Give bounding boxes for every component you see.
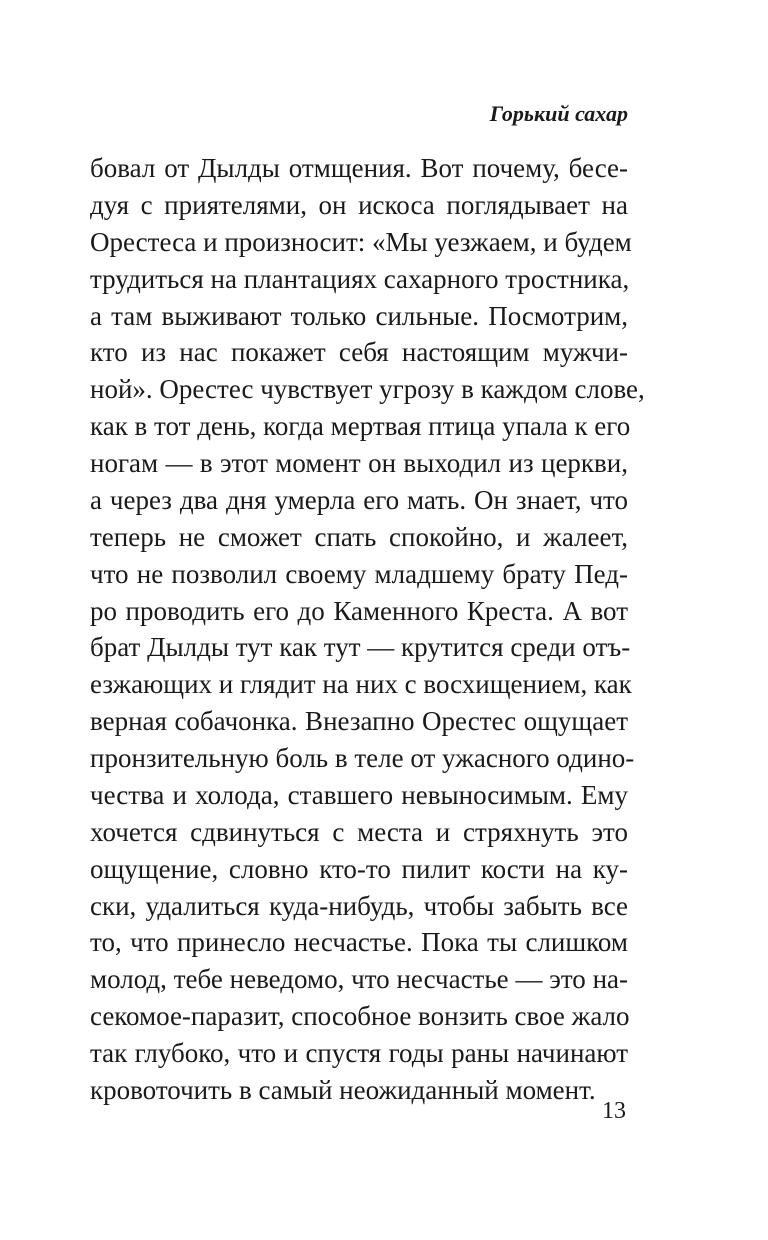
text-line: дуя с приятелями, он искоса поглядывает на bbox=[90, 189, 628, 220]
text-line: пронзительную боль в теле от ужасного одино- bbox=[90, 743, 635, 773]
text-line: что не позволил своему младшему брату Пед- bbox=[90, 558, 628, 589]
text-line: бовал от Дылды отмщения. Вот почему, бесе- bbox=[90, 153, 628, 183]
text-line: трудиться на плантациях сахарного тростника, bbox=[90, 263, 630, 294]
text-line: а через два дня умерла его мать. Он знает, что bbox=[90, 484, 628, 515]
body-text bbox=[90, 150, 645, 1109]
text-line: теперь не сможет спать спокойно, и жалеет, bbox=[90, 521, 628, 552]
text-line: верная собачонка. Внезапно Орестес ощущает bbox=[90, 706, 628, 737]
text-line: брат Дылды тут как тут — крутится среди отъ- bbox=[90, 632, 631, 663]
text-line: так глубоко, что и спустя годы раны начинают bbox=[90, 1038, 628, 1068]
text-line: ро проводить его до Каменного Креста. А вот bbox=[90, 595, 628, 626]
text-line: как в тот день, когда мертвая птица упала к его bbox=[90, 411, 631, 442]
text-line: ной». Орестес чувствует угрозу в каждом слове, bbox=[90, 374, 645, 405]
text-line: кто из нас покажет себя настоящим мужчи- bbox=[90, 337, 628, 368]
text-line: чества и холода, ставшего невыносимым. Ему bbox=[90, 779, 628, 810]
text-line: хочется сдвинуться с места и стряхнуть это bbox=[90, 816, 628, 847]
text-line: молод, тебе неведомо, что несчастье — это на- bbox=[90, 964, 628, 995]
text-line: секомое-паразит, способное вонзить свое жало bbox=[90, 1001, 630, 1032]
text-line: ски, удалиться куда-нибудь, чтобы забыть все bbox=[90, 890, 628, 921]
running-head: Горький сахар bbox=[489, 101, 628, 126]
text-line: ногам — в этот момент он выходил из церкви, bbox=[90, 448, 628, 478]
text-line: то, что принесло несчастье. Пока ты слишком bbox=[90, 927, 628, 958]
text-line: Орестеса и произносит: «Мы уезжаем, и будем bbox=[90, 226, 632, 257]
text-line: ощущение, словно кто-то пилит кости на ку- bbox=[90, 853, 628, 884]
page-number: 13 bbox=[602, 1098, 626, 1124]
text-line: езжающих и глядит на них с восхищением, как bbox=[90, 669, 632, 700]
text-line: а там выживают только сильные. Посмотрим, bbox=[90, 300, 628, 331]
text-line: кровоточить в самый неожиданный момент. bbox=[90, 1074, 596, 1105]
